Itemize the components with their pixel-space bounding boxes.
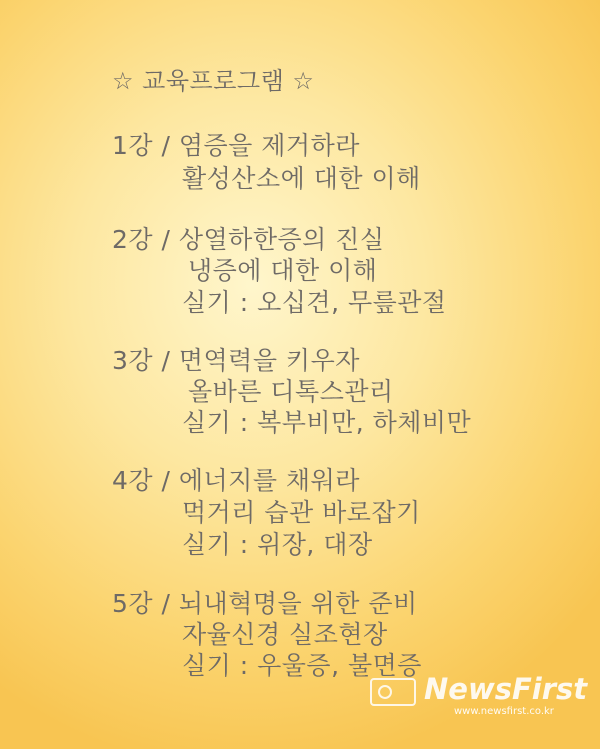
lecture-2-practice: 실기 : 오십견, 무릎관절 (182, 288, 447, 317)
lecture-4-practice: 실기 : 위장, 대장 (182, 530, 373, 559)
lecture-1-title: 1강 / 염증을 제거하라 (112, 131, 360, 160)
lecture-5-title: 5강 / 뇌내혁명을 위한 준비 (112, 589, 418, 618)
lecture-1-topic: 활성산소에 대한 이해 (182, 164, 421, 193)
newsfirst-watermark (370, 672, 588, 722)
lecture-2-title: 2강 / 상열하한증의 진실 (112, 225, 385, 254)
lecture-5-practice: 실기 : 우울증, 불면증 (182, 651, 422, 680)
newsfirst-logo-icon (370, 678, 416, 706)
watermark-brand: NewsFirst (424, 672, 588, 706)
lecture-3-title: 3강 / 면역력을 키우자 (112, 346, 360, 375)
lecture-2-topic: 냉증에 대한 이해 (188, 256, 378, 285)
lecture-5-topic: 자율신경 실조현장 (182, 620, 388, 649)
lecture-4-topic: 먹거리 습관 바로잡기 (182, 498, 421, 527)
lecture-3-practice: 실기 : 복부비만, 하체비만 (182, 408, 472, 437)
lecture-4-title: 4강 / 에너지를 채워라 (112, 466, 360, 495)
lecture-3-topic: 올바른 디톡스관리 (188, 377, 394, 406)
program-title: ☆ 교육프로그램 ☆ (112, 67, 315, 95)
watermark-url: www.newsfirst.co.kr (454, 706, 554, 717)
